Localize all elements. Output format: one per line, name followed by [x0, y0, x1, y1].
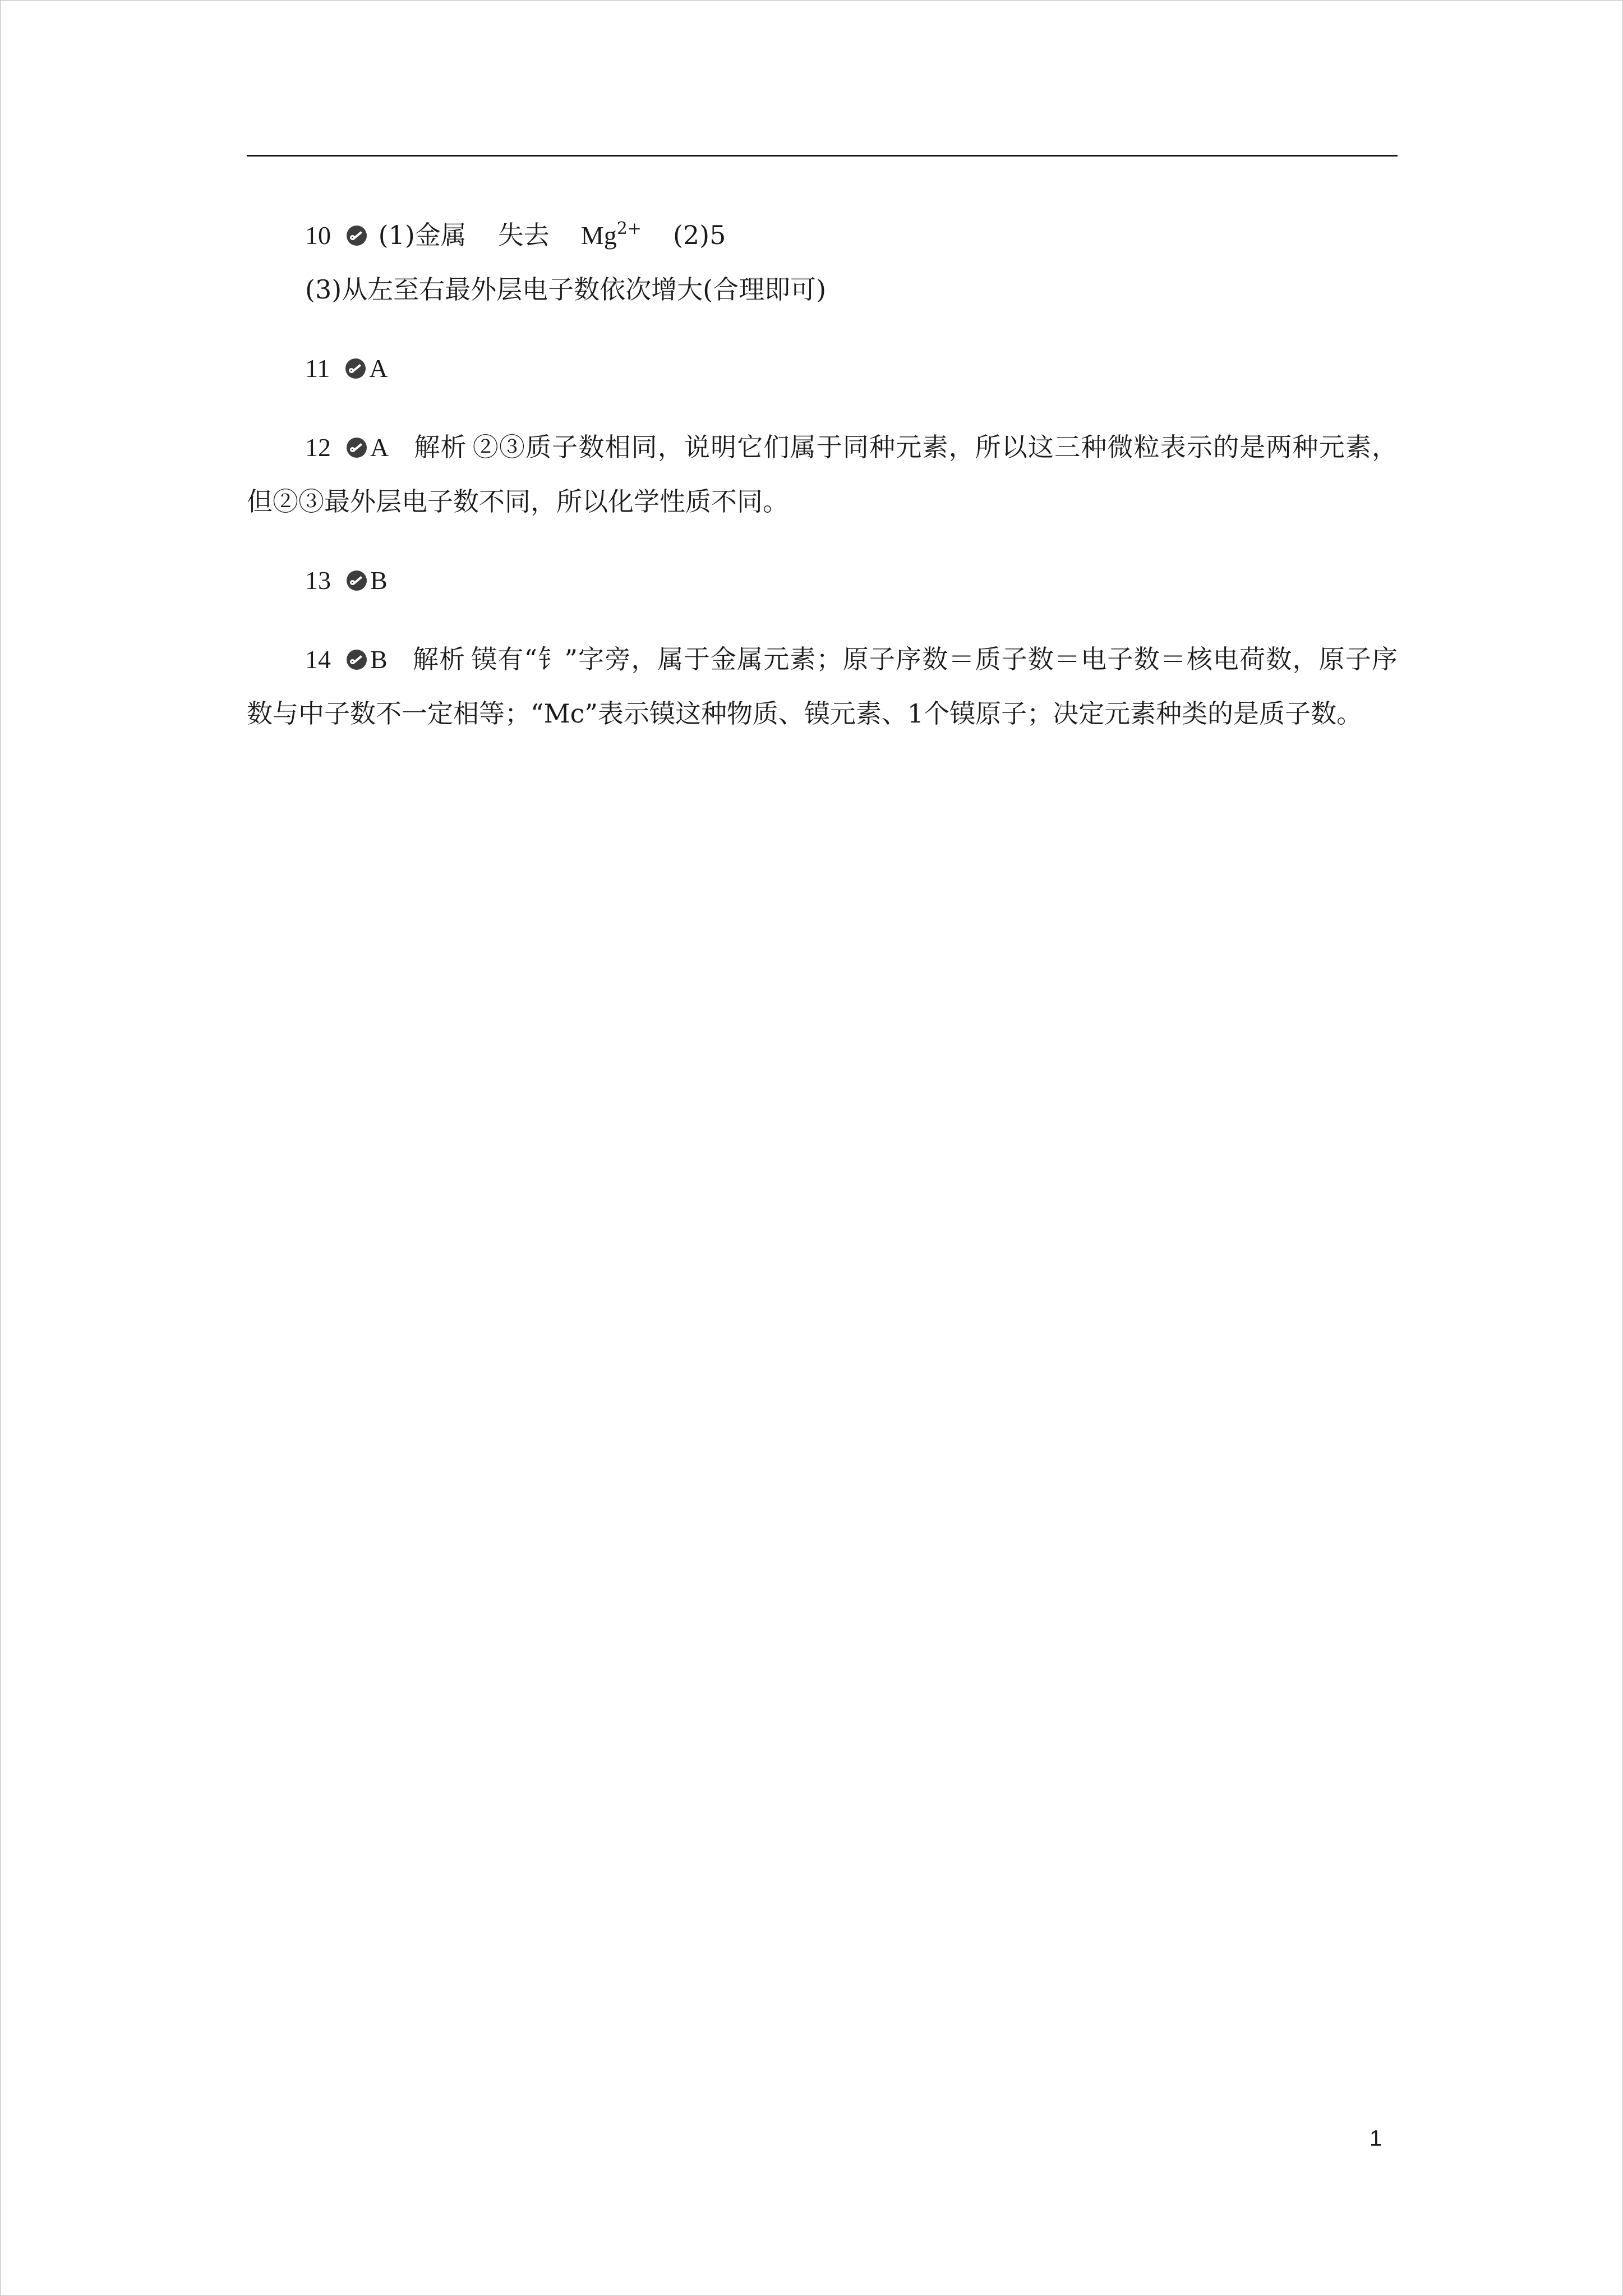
answer-number: 10 [305, 221, 331, 250]
answer-line-2: (3)从左至右最外层电子数依次增大(合理即可) [305, 274, 827, 305]
answer-number: 12 [305, 433, 331, 462]
answer-number: 13 [305, 566, 331, 595]
answer-list [247, 202, 1398, 765]
header-rule [247, 155, 1398, 157]
answer-part: (2)5 [672, 220, 726, 250]
answer-number: 11 [305, 354, 330, 383]
answer-12 [247, 420, 1398, 528]
answer-14 [247, 632, 1398, 740]
key-icon [345, 358, 366, 379]
answer-choice: A [370, 433, 389, 462]
page-number: 1 [1370, 2126, 1382, 2151]
key-icon [347, 226, 367, 246]
answer-11 [247, 341, 1398, 395]
answer-13 [247, 553, 1398, 608]
answer-choice: B [370, 566, 388, 595]
analysis-text: ②③质子数相同，说明它们属于同种元素，所以这三种微粒表示的是两种元素，但②③最外层电子数不同，所以化学性质不同。 [247, 432, 1398, 517]
answer-choice: B [370, 645, 388, 674]
analysis-text: 镆有“钅”字旁，属于金属元素；原子序数＝质子数＝电子数＝核电荷数，原子序数与中子数不一定相等；“Mc”表示镆这种物质、镆元素、1个镆原子；决定元素种类的是质子数。 [247, 644, 1398, 729]
analysis-label: 解析 [412, 644, 466, 674]
answer-choice: A [369, 354, 388, 383]
answer-10 [247, 202, 1398, 316]
answer-number: 14 [305, 645, 331, 674]
answer-part: (1)金属 [378, 220, 467, 250]
key-icon [347, 650, 367, 670]
answer-part: 失去 [497, 220, 550, 250]
ion-symbol: Mg [580, 221, 617, 250]
key-icon [347, 570, 367, 591]
analysis-label: 解析 [413, 432, 467, 462]
ion-charge: 2+ [616, 219, 642, 238]
key-icon [347, 438, 367, 458]
